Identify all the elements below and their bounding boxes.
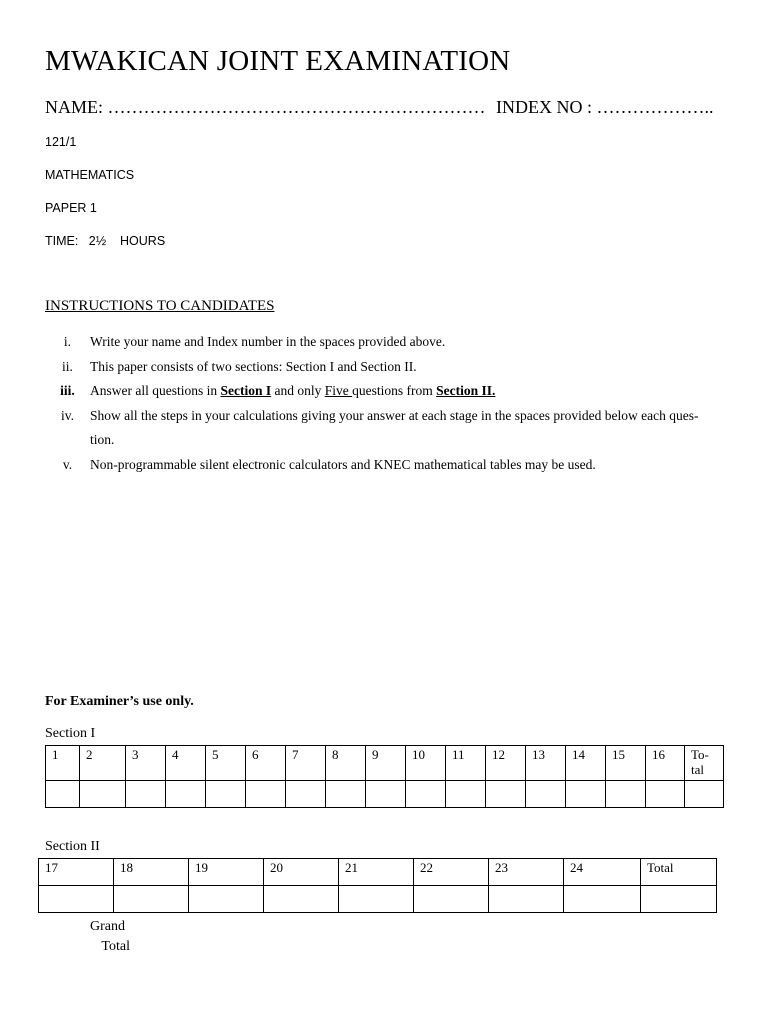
section-one-score-table [45, 745, 724, 808]
score-cell[interactable] [486, 781, 526, 808]
score-cell[interactable] [366, 781, 406, 808]
question-header: 8 [326, 746, 366, 781]
section-one-label: Section I [45, 726, 96, 741]
instructions-list [45, 330, 720, 477]
question-header: 20 [264, 859, 339, 886]
name-field[interactable]: NAME: ……………………………………………………… [45, 97, 486, 117]
instruction-text: Write your name and Index number in the spaces provided above. [90, 334, 446, 349]
instruction-item [45, 379, 720, 404]
score-cell[interactable] [406, 781, 446, 808]
index-number-field[interactable]: INDEX NO : ……………….. [496, 97, 714, 117]
question-header: 24 [564, 859, 641, 886]
question-header: 16 [646, 746, 685, 781]
question-header: 1 [46, 746, 80, 781]
score-cell[interactable] [80, 781, 126, 808]
instruction-item [45, 404, 720, 453]
time-allowed: TIME: 2½ HOURS [45, 234, 166, 248]
score-cell[interactable] [166, 781, 206, 808]
examiner-heading: For Examiner’s use only. [45, 694, 194, 709]
score-cell[interactable] [206, 781, 246, 808]
score-cell[interactable] [46, 781, 80, 808]
score-cell[interactable] [566, 781, 606, 808]
score-cell[interactable] [564, 886, 641, 913]
instruction-text: This paper consists of two sections: Section I and Section II. [90, 358, 417, 374]
section-one-emphasis: Section I [220, 383, 272, 398]
instruction-item [45, 453, 720, 478]
paper-code: 121/1 [45, 135, 77, 149]
score-cell[interactable] [446, 781, 486, 808]
score-cell[interactable] [489, 886, 564, 913]
question-header: 15 [606, 746, 646, 781]
question-header: 10 [406, 746, 446, 781]
question-header: 12 [486, 746, 526, 781]
question-header: 7 [286, 746, 326, 781]
score-cell[interactable] [326, 781, 366, 808]
question-header: 19 [189, 859, 264, 886]
section-two-emphasis: Section II. [436, 383, 496, 398]
grand-total-label: Grand Total [90, 919, 130, 954]
instruction-number: ii. [62, 358, 73, 374]
instruction-item [45, 330, 720, 355]
score-cell[interactable] [606, 781, 646, 808]
section-two-score-table [38, 858, 717, 913]
score-cell[interactable] [286, 781, 326, 808]
question-header: 21 [339, 859, 414, 886]
score-cell[interactable] [526, 781, 566, 808]
instruction-number: iii. [60, 383, 75, 398]
question-header: 17 [39, 859, 114, 886]
question-header: 22 [414, 859, 489, 886]
score-cell[interactable] [339, 886, 414, 913]
score-cell[interactable] [414, 886, 489, 913]
instruction-number: i. [63, 334, 72, 349]
question-header: 23 [489, 859, 564, 886]
total-cell[interactable] [641, 886, 717, 913]
total-header: Total [641, 859, 717, 886]
instructions-heading: INSTRUCTIONS TO CANDIDATES [45, 298, 275, 314]
score-cell[interactable] [126, 781, 166, 808]
exam-title: MWAKICAN JOINT EXAMINATION [45, 45, 511, 77]
instruction-item [45, 355, 720, 380]
score-cell[interactable] [114, 886, 189, 913]
instruction-text: Answer all questions in Section I and only Five questions from Section II. [90, 383, 496, 398]
question-header: 11 [446, 746, 486, 781]
question-header: 4 [166, 746, 206, 781]
paper-number: PAPER 1 [45, 201, 97, 215]
question-header: 14 [566, 746, 606, 781]
score-cell[interactable] [189, 886, 264, 913]
instruction-text: Non-programmable silent electronic calculators and KNEC mathematical tables may be used. [90, 456, 596, 472]
score-cell[interactable] [246, 781, 286, 808]
total-header: To- tal [685, 746, 724, 781]
question-header: 9 [366, 746, 406, 781]
name-index-line [45, 97, 714, 118]
section-two-label: Section II [45, 839, 100, 854]
instruction-number: v. [62, 456, 73, 472]
question-header: 5 [206, 746, 246, 781]
subject: MATHEMATICS [45, 168, 135, 182]
five-emphasis: Five [324, 383, 353, 398]
score-cell[interactable] [39, 886, 114, 913]
question-header: 2 [80, 746, 126, 781]
question-header: 18 [114, 859, 189, 886]
instruction-text: Show all the steps in your calculations giving your answer at each stage in the spaces provided below each ques- tion. [90, 407, 699, 447]
total-cell[interactable] [685, 781, 724, 808]
question-header: 6 [246, 746, 286, 781]
question-header: 3 [126, 746, 166, 781]
instruction-number: iv. [61, 407, 74, 423]
score-cell[interactable] [264, 886, 339, 913]
score-cell[interactable] [646, 781, 685, 808]
question-header: 13 [526, 746, 566, 781]
